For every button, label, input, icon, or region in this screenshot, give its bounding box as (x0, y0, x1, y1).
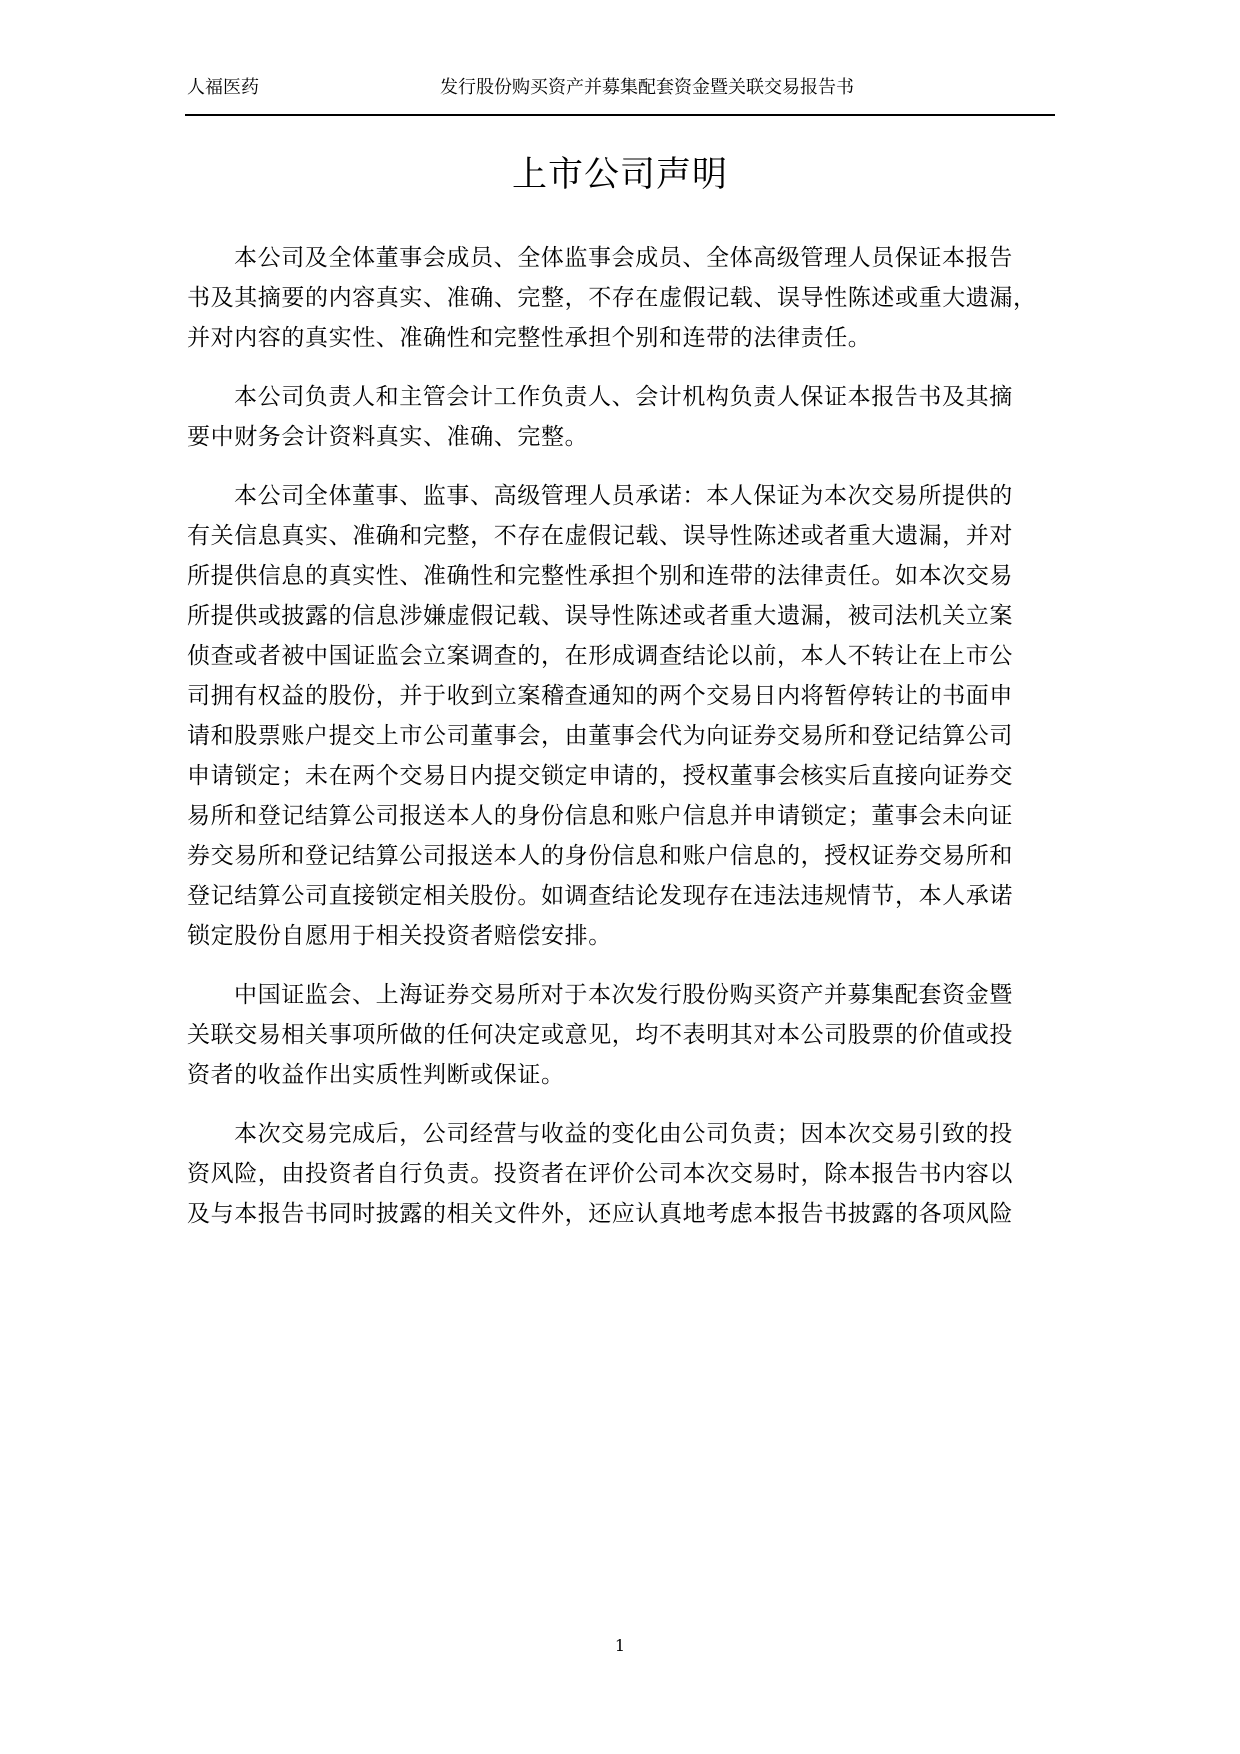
text-line: 登记结算公司直接锁定相关股份。如调查结论发现存在违法违规情节，本人承诺 (187, 883, 1013, 909)
text-line: 侦查或者被中国证监会立案调查的，在形成调查结论以前，本人不转让在上市公 (187, 643, 1013, 669)
page-number: 1 (614, 1636, 626, 1655)
paragraph-accuracy-guarantee (187, 238, 1067, 358)
text-line: 有关信息真实、准确和完整，不存在虚假记载、误导性陈述或者重大遗漏，并对 (187, 523, 1013, 549)
text-line: 司拥有权益的股份，并于收到立案稽查通知的两个交易日内将暂停转让的书面申 (187, 683, 1013, 709)
text-line: 本次交易完成后，公司经营与收益的变化由公司负责；因本次交易引致的投 (234, 1121, 1013, 1147)
paragraph-investment-risk (187, 1114, 1067, 1234)
paragraph-director-commitment (187, 476, 1067, 956)
document-body (187, 238, 1067, 1253)
text-line: 书及其摘要的内容真实、准确、完整，不存在虚假记载、误导性陈述或重大遗漏， (187, 285, 1037, 311)
page-title: 上市公司声明 (511, 155, 728, 195)
header-company-name: 人福医药 (187, 77, 259, 98)
text-line: 所提供或披露的信息涉嫌虚假记载、误导性陈述或者重大遗漏，被司法机关立案 (187, 603, 1013, 629)
text-line: 资风险，由投资者自行负责。投资者在评价公司本次交易时，除本报告书内容以 (187, 1161, 1013, 1187)
text-line: 本公司全体董事、监事、高级管理人员承诺：本人保证为本次交易所提供的 (234, 483, 1013, 509)
text-line: 所提供信息的真实性、准确性和完整性承担个别和连带的法律责任。如本次交易 (187, 563, 1013, 589)
text-line: 关联交易相关事项所做的任何决定或意见，均不表明其对本公司股票的价值或投 (187, 1022, 1013, 1048)
paragraph-financial-guarantee (187, 377, 1067, 457)
text-line: 资者的收益作出实质性判断或保证。 (187, 1062, 565, 1088)
text-line: 并对内容的真实性、准确性和完整性承担个别和连带的法律责任。 (187, 325, 872, 351)
paragraph-regulator-disclaimer (187, 975, 1067, 1095)
text-line: 锁定股份自愿用于相关投资者赔偿安排。 (187, 923, 612, 949)
header-divider (185, 114, 1055, 116)
text-line: 易所和登记结算公司报送本人的身份信息和账户信息并申请锁定；董事会未向证 (187, 803, 1013, 829)
text-line: 申请锁定；未在两个交易日内提交锁定申请的，授权董事会核实后直接向证券交 (187, 763, 1013, 789)
text-line: 及与本报告书同时披露的相关文件外，还应认真地考虑本报告书披露的各项风险 (187, 1201, 1013, 1227)
text-line: 请和股票账户提交上市公司董事会，由董事会代为向证券交易所和登记结算公司 (187, 723, 1013, 749)
text-line: 本公司负责人和主管会计工作负责人、会计机构负责人保证本报告书及其摘 (234, 384, 1013, 410)
text-line: 券交易所和登记结算公司报送本人的身份信息和账户信息的，授权证券交易所和 (187, 843, 1013, 869)
text-line: 本公司及全体董事会成员、全体监事会成员、全体高级管理人员保证本报告 (234, 245, 1013, 271)
header-document-title: 发行股份购买资产并募集配套资金暨关联交易报告书 (440, 77, 854, 98)
text-line: 中国证监会、上海证券交易所对于本次发行股份购买资产并募集配套资金暨 (234, 982, 1013, 1008)
text-line: 要中财务会计资料真实、准确、完整。 (187, 424, 589, 450)
